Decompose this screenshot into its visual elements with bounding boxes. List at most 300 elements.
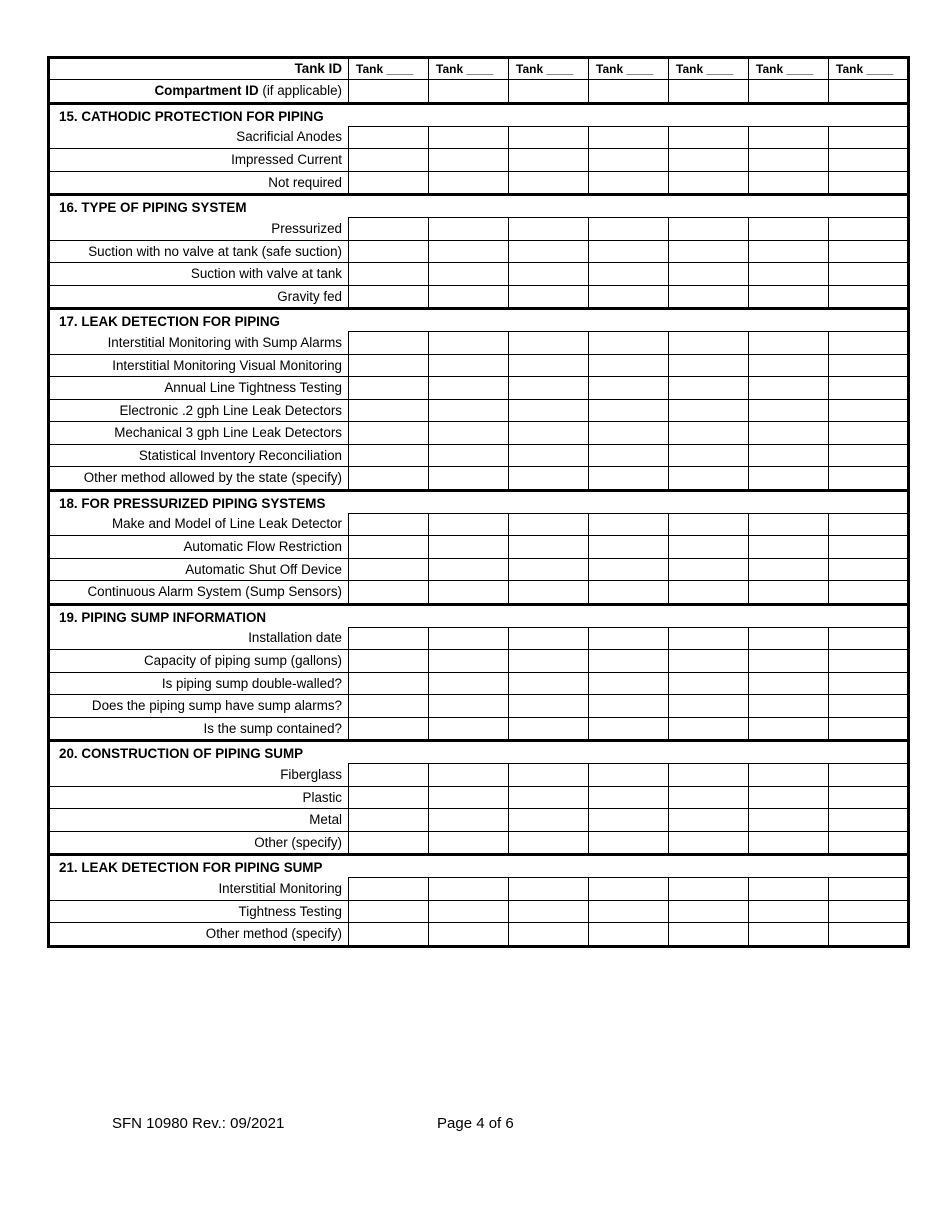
entry-cell[interactable]: [829, 149, 909, 172]
entry-cell[interactable]: [509, 672, 589, 695]
entry-cell[interactable]: [749, 240, 829, 263]
form-row: [49, 627, 909, 650]
entry-cell[interactable]: [669, 263, 749, 286]
entry-cell[interactable]: [589, 809, 669, 832]
form-row: [49, 513, 909, 536]
row-label: Gravity fed: [49, 285, 349, 309]
row-label: Does the piping sump have sump alarms?: [49, 695, 349, 718]
entry-cell[interactable]: [749, 650, 829, 673]
entry-cell[interactable]: [429, 695, 509, 718]
form-row: [49, 672, 909, 695]
entry-cell[interactable]: [829, 627, 909, 650]
form-row: [49, 831, 909, 855]
row-label: Suction with no valve at tank (safe suction): [49, 240, 349, 263]
entry-cell[interactable]: [829, 444, 909, 467]
entry-cell[interactable]: [349, 444, 429, 467]
tank-column-header[interactable]: Tank ____: [669, 58, 749, 80]
entry-cell[interactable]: [749, 764, 829, 787]
entry-cell[interactable]: [829, 399, 909, 422]
entry-cell[interactable]: [589, 717, 669, 741]
entry-cell[interactable]: [669, 695, 749, 718]
row-label: Not required: [49, 171, 349, 195]
entry-cell[interactable]: [349, 263, 429, 286]
entry-cell[interactable]: [749, 695, 829, 718]
row-label: Sacrificial Anodes: [49, 126, 349, 149]
entry-cell[interactable]: [749, 513, 829, 536]
entry-cell[interactable]: [589, 650, 669, 673]
entry-cell[interactable]: [589, 900, 669, 923]
form-row: [49, 444, 909, 467]
entry-cell[interactable]: [749, 627, 829, 650]
row-label: Electronic .2 gph Line Leak Detectors: [49, 399, 349, 422]
entry-cell[interactable]: [509, 513, 589, 536]
tank-column-header[interactable]: Tank ____: [749, 58, 829, 80]
entry-cell[interactable]: [749, 581, 829, 605]
entry-cell[interactable]: [589, 878, 669, 901]
row-label: Plastic: [49, 786, 349, 809]
entry-cell[interactable]: [509, 650, 589, 673]
entry-cell[interactable]: [669, 717, 749, 741]
entry-cell[interactable]: [429, 444, 509, 467]
entry-cell[interactable]: [509, 263, 589, 286]
row-label: Impressed Current: [49, 149, 349, 172]
entry-cell[interactable]: [349, 786, 429, 809]
entry-cell[interactable]: [589, 218, 669, 241]
form-row: [49, 581, 909, 605]
compartment-id-label: [49, 80, 349, 104]
entry-cell[interactable]: [829, 354, 909, 377]
entry-cell[interactable]: [669, 399, 749, 422]
entry-cell[interactable]: [429, 627, 509, 650]
compartment-id-cell[interactable]: [669, 80, 749, 104]
entry-cell[interactable]: [749, 377, 829, 400]
entry-cell[interactable]: [429, 513, 509, 536]
entry-cell[interactable]: [669, 354, 749, 377]
form-row: [49, 218, 909, 241]
entry-cell[interactable]: [749, 171, 829, 195]
entry-cell[interactable]: [669, 536, 749, 559]
form-row: [49, 332, 909, 355]
entry-cell[interactable]: [509, 581, 589, 605]
form-number: SFN 10980 Rev.: 09/2021: [112, 1115, 285, 1132]
entry-cell[interactable]: [589, 399, 669, 422]
entry-cell[interactable]: [829, 831, 909, 855]
compartment-id-cell[interactable]: [509, 80, 589, 104]
section-title: 17. LEAK DETECTION FOR PIPING: [49, 309, 909, 332]
form-row: [49, 467, 909, 491]
entry-cell[interactable]: [429, 786, 509, 809]
entry-cell[interactable]: [349, 354, 429, 377]
entry-cell[interactable]: [829, 467, 909, 491]
row-label: Fiberglass: [49, 764, 349, 787]
entry-cell[interactable]: [669, 581, 749, 605]
entry-cell[interactable]: [589, 444, 669, 467]
form-row: [49, 923, 909, 947]
tank-column-header[interactable]: Tank ____: [429, 58, 509, 80]
entry-cell[interactable]: [749, 558, 829, 581]
entry-cell[interactable]: [589, 558, 669, 581]
entry-cell[interactable]: [349, 900, 429, 923]
entry-cell[interactable]: [349, 285, 429, 309]
entry-cell[interactable]: [429, 422, 509, 445]
form-row: [49, 240, 909, 263]
entry-cell[interactable]: [509, 354, 589, 377]
entry-cell[interactable]: [669, 558, 749, 581]
entry-cell[interactable]: [349, 171, 429, 195]
entry-cell[interactable]: [669, 444, 749, 467]
entry-cell[interactable]: [349, 581, 429, 605]
entry-cell[interactable]: [429, 126, 509, 149]
entry-cell[interactable]: [829, 218, 909, 241]
row-label: Statistical Inventory Reconciliation: [49, 444, 349, 467]
entry-cell[interactable]: [589, 149, 669, 172]
entry-cell[interactable]: [349, 650, 429, 673]
entry-cell[interactable]: [509, 809, 589, 832]
entry-cell[interactable]: [509, 377, 589, 400]
entry-cell[interactable]: [509, 240, 589, 263]
entry-cell[interactable]: [429, 536, 509, 559]
section-header-row: [49, 195, 909, 218]
entry-cell[interactable]: [349, 717, 429, 741]
row-label: Capacity of piping sump (gallons): [49, 650, 349, 673]
entry-cell[interactable]: [589, 422, 669, 445]
entry-cell[interactable]: [589, 831, 669, 855]
tank-column-header[interactable]: Tank ____: [829, 58, 909, 80]
entry-cell[interactable]: [509, 627, 589, 650]
entry-cell[interactable]: [589, 467, 669, 491]
entry-cell[interactable]: [429, 332, 509, 355]
section-header-row: [49, 604, 909, 627]
entry-cell[interactable]: [429, 285, 509, 309]
form-row: [49, 285, 909, 309]
entry-cell[interactable]: [349, 399, 429, 422]
entry-cell[interactable]: [829, 786, 909, 809]
entry-cell[interactable]: [829, 764, 909, 787]
entry-cell[interactable]: [589, 581, 669, 605]
compartment-id-cell[interactable]: [829, 80, 909, 104]
row-label: Pressurized: [49, 218, 349, 241]
row-label: Continuous Alarm System (Sump Sensors): [49, 581, 349, 605]
entry-cell[interactable]: [829, 171, 909, 195]
entry-cell[interactable]: [829, 717, 909, 741]
entry-cell[interactable]: [429, 764, 509, 787]
entry-cell[interactable]: [669, 285, 749, 309]
form-row: [49, 717, 909, 741]
entry-cell[interactable]: [509, 764, 589, 787]
row-label: Installation date: [49, 627, 349, 650]
row-label: Is the sump contained?: [49, 717, 349, 741]
entry-cell[interactable]: [669, 786, 749, 809]
row-label: Other method allowed by the state (specify): [49, 467, 349, 491]
compartment-id-row: [49, 80, 909, 104]
entry-cell[interactable]: [589, 377, 669, 400]
compartment-id-cell[interactable]: [429, 80, 509, 104]
entry-cell[interactable]: [669, 332, 749, 355]
entry-cell[interactable]: [589, 672, 669, 695]
entry-cell[interactable]: [749, 149, 829, 172]
form-row: [49, 263, 909, 286]
entry-cell[interactable]: [589, 354, 669, 377]
entry-cell[interactable]: [749, 536, 829, 559]
entry-cell[interactable]: [589, 171, 669, 195]
entry-cell[interactable]: [669, 764, 749, 787]
entry-cell[interactable]: [429, 558, 509, 581]
entry-cell[interactable]: [349, 831, 429, 855]
entry-cell[interactable]: [829, 240, 909, 263]
entry-cell[interactable]: [349, 695, 429, 718]
form-row: [49, 764, 909, 787]
row-label: Automatic Shut Off Device: [49, 558, 349, 581]
entry-cell[interactable]: [429, 467, 509, 491]
form-row: [49, 354, 909, 377]
section-title: 19. PIPING SUMP INFORMATION: [49, 604, 909, 627]
entry-cell[interactable]: [349, 878, 429, 901]
section-title: 18. FOR PRESSURIZED PIPING SYSTEMS: [49, 490, 909, 513]
entry-cell[interactable]: [429, 399, 509, 422]
entry-cell[interactable]: [829, 126, 909, 149]
entry-cell[interactable]: [749, 809, 829, 832]
entry-cell[interactable]: [749, 218, 829, 241]
entry-cell[interactable]: [829, 263, 909, 286]
entry-cell[interactable]: [749, 923, 829, 947]
entry-cell[interactable]: [509, 695, 589, 718]
entry-cell[interactable]: [509, 558, 589, 581]
entry-cell[interactable]: [589, 126, 669, 149]
entry-cell[interactable]: [429, 809, 509, 832]
entry-cell[interactable]: [589, 923, 669, 947]
entry-cell[interactable]: [349, 627, 429, 650]
entry-cell[interactable]: [589, 240, 669, 263]
entry-cell[interactable]: [829, 536, 909, 559]
entry-cell[interactable]: [429, 900, 509, 923]
form-row: [49, 786, 909, 809]
page-number: Page 4 of 6: [437, 1115, 514, 1132]
entry-cell[interactable]: [749, 878, 829, 901]
form-row: [49, 422, 909, 445]
entry-cell[interactable]: [509, 399, 589, 422]
entry-cell[interactable]: [349, 126, 429, 149]
form-row: [49, 809, 909, 832]
entry-cell[interactable]: [589, 536, 669, 559]
entry-cell[interactable]: [829, 672, 909, 695]
entry-cell[interactable]: [829, 900, 909, 923]
entry-cell[interactable]: [749, 285, 829, 309]
row-label: Automatic Flow Restriction: [49, 536, 349, 559]
entry-cell[interactable]: [589, 695, 669, 718]
entry-cell[interactable]: [429, 377, 509, 400]
row-label: Tightness Testing: [49, 900, 349, 923]
form-row: [49, 399, 909, 422]
entry-cell[interactable]: [349, 467, 429, 491]
section-header-row: [49, 741, 909, 764]
entry-cell[interactable]: [829, 650, 909, 673]
entry-cell[interactable]: [429, 672, 509, 695]
entry-cell[interactable]: [829, 695, 909, 718]
entry-cell[interactable]: [669, 240, 749, 263]
entry-cell[interactable]: [669, 650, 749, 673]
entry-cell[interactable]: [589, 786, 669, 809]
entry-cell[interactable]: [349, 377, 429, 400]
row-label: Interstitial Monitoring Visual Monitoring: [49, 354, 349, 377]
entry-cell[interactable]: [749, 467, 829, 491]
entry-cell[interactable]: [429, 240, 509, 263]
entry-cell[interactable]: [429, 923, 509, 947]
row-label: Interstitial Monitoring with Sump Alarms: [49, 332, 349, 355]
entry-cell[interactable]: [349, 558, 429, 581]
entry-cell[interactable]: [589, 627, 669, 650]
entry-cell[interactable]: [669, 513, 749, 536]
entry-cell[interactable]: [349, 513, 429, 536]
section-title: 15. CATHODIC PROTECTION FOR PIPING: [49, 103, 909, 126]
entry-cell[interactable]: [509, 149, 589, 172]
section-title: 20. CONSTRUCTION OF PIPING SUMP: [49, 741, 909, 764]
row-label: Mechanical 3 gph Line Leak Detectors: [49, 422, 349, 445]
entry-cell[interactable]: [349, 764, 429, 787]
form-row: [49, 650, 909, 673]
entry-cell[interactable]: [669, 171, 749, 195]
entry-cell[interactable]: [509, 717, 589, 741]
entry-cell[interactable]: [749, 444, 829, 467]
entry-cell[interactable]: [429, 581, 509, 605]
entry-cell[interactable]: [749, 672, 829, 695]
form-row: [49, 558, 909, 581]
section-title: 16. TYPE OF PIPING SYSTEM: [49, 195, 909, 218]
entry-cell[interactable]: [589, 332, 669, 355]
entry-cell[interactable]: [669, 377, 749, 400]
entry-cell[interactable]: [669, 422, 749, 445]
entry-cell[interactable]: [829, 558, 909, 581]
entry-cell[interactable]: [749, 831, 829, 855]
compartment-id-label-bold: Compartment ID: [154, 83, 259, 99]
entry-cell[interactable]: [829, 377, 909, 400]
entry-cell[interactable]: [429, 650, 509, 673]
compartment-id-cell[interactable]: [589, 80, 669, 104]
entry-cell[interactable]: [749, 332, 829, 355]
form-row: [49, 878, 909, 901]
entry-cell[interactable]: [349, 149, 429, 172]
entry-cell[interactable]: [749, 900, 829, 923]
entry-cell[interactable]: [429, 263, 509, 286]
section-header-row: [49, 103, 909, 126]
entry-cell[interactable]: [749, 126, 829, 149]
form-row: [49, 149, 909, 172]
entry-cell[interactable]: [429, 354, 509, 377]
entry-cell[interactable]: [589, 263, 669, 286]
entry-cell[interactable]: [509, 923, 589, 947]
entry-cell[interactable]: [669, 126, 749, 149]
entry-cell[interactable]: [589, 513, 669, 536]
tank-column-header[interactable]: Tank ____: [349, 58, 429, 80]
entry-cell[interactable]: [509, 831, 589, 855]
entry-cell[interactable]: [749, 354, 829, 377]
entry-cell[interactable]: [349, 923, 429, 947]
entry-cell[interactable]: [429, 831, 509, 855]
entry-cell[interactable]: [429, 149, 509, 172]
row-label: Make and Model of Line Leak Detector: [49, 513, 349, 536]
entry-cell[interactable]: [429, 218, 509, 241]
entry-cell[interactable]: [509, 786, 589, 809]
entry-cell[interactable]: [349, 672, 429, 695]
entry-cell[interactable]: [509, 444, 589, 467]
entry-cell[interactable]: [509, 422, 589, 445]
entry-cell[interactable]: [669, 878, 749, 901]
entry-cell[interactable]: [749, 399, 829, 422]
entry-cell[interactable]: [829, 581, 909, 605]
entry-cell[interactable]: [509, 218, 589, 241]
tank-id-label: Tank ID: [49, 58, 349, 80]
entry-cell[interactable]: [509, 171, 589, 195]
entry-cell[interactable]: [669, 923, 749, 947]
entry-cell[interactable]: [669, 809, 749, 832]
entry-cell[interactable]: [349, 536, 429, 559]
tank-id-row: [49, 58, 909, 80]
entry-cell[interactable]: [829, 332, 909, 355]
form-row: [49, 900, 909, 923]
tank-column-header[interactable]: Tank ____: [509, 58, 589, 80]
section-header-row: [49, 490, 909, 513]
section-header-row: [49, 855, 909, 878]
entry-cell[interactable]: [429, 171, 509, 195]
section-title: 21. LEAK DETECTION FOR PIPING SUMP: [49, 855, 909, 878]
entry-cell[interactable]: [429, 878, 509, 901]
entry-cell[interactable]: [829, 422, 909, 445]
entry-cell[interactable]: [349, 218, 429, 241]
row-label: Annual Line Tightness Testing: [49, 377, 349, 400]
entry-cell[interactable]: [829, 513, 909, 536]
form-row: [49, 126, 909, 149]
entry-cell[interactable]: [829, 285, 909, 309]
entry-cell[interactable]: [429, 717, 509, 741]
entry-cell[interactable]: [829, 809, 909, 832]
entry-cell[interactable]: [669, 467, 749, 491]
entry-cell[interactable]: [749, 786, 829, 809]
entry-cell[interactable]: [349, 809, 429, 832]
entry-cell[interactable]: [749, 422, 829, 445]
compartment-id-label-note: (if applicable): [258, 83, 342, 99]
entry-cell[interactable]: [829, 878, 909, 901]
form-row: [49, 695, 909, 718]
entry-cell[interactable]: [589, 285, 669, 309]
entry-cell[interactable]: [509, 285, 589, 309]
entry-cell[interactable]: [669, 831, 749, 855]
entry-cell[interactable]: [589, 764, 669, 787]
row-label: Is piping sump double-walled?: [49, 672, 349, 695]
compartment-id-cell[interactable]: [349, 80, 429, 104]
compartment-id-cell[interactable]: [749, 80, 829, 104]
form-row: [49, 536, 909, 559]
entry-cell[interactable]: [509, 878, 589, 901]
entry-cell[interactable]: [749, 717, 829, 741]
entry-cell[interactable]: [669, 627, 749, 650]
entry-cell[interactable]: [669, 149, 749, 172]
entry-cell[interactable]: [509, 467, 589, 491]
tank-column-header[interactable]: Tank ____: [589, 58, 669, 80]
entry-cell[interactable]: [349, 332, 429, 355]
entry-cell[interactable]: [509, 332, 589, 355]
entry-cell[interactable]: [509, 900, 589, 923]
entry-cell[interactable]: [749, 263, 829, 286]
entry-cell[interactable]: [349, 240, 429, 263]
row-label: Interstitial Monitoring: [49, 878, 349, 901]
entry-cell[interactable]: [509, 126, 589, 149]
row-label: Metal: [49, 809, 349, 832]
entry-cell[interactable]: [669, 900, 749, 923]
entry-cell[interactable]: [349, 422, 429, 445]
entry-cell[interactable]: [829, 923, 909, 947]
entry-cell[interactable]: [669, 672, 749, 695]
entry-cell[interactable]: [669, 218, 749, 241]
entry-cell[interactable]: [509, 536, 589, 559]
